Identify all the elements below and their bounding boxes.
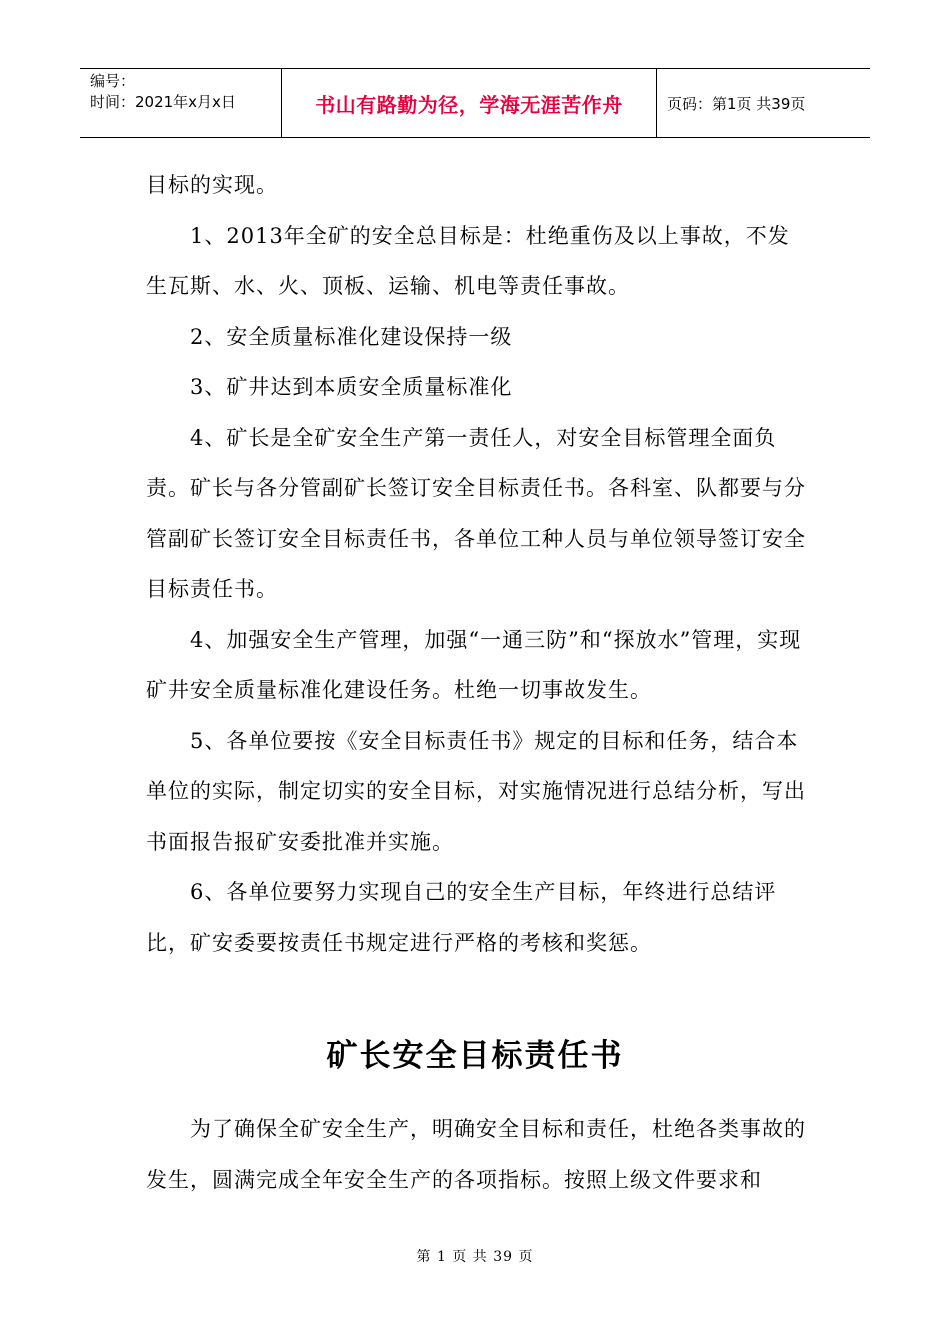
intro-paragraph: 为了确保全矿安全生产，明确安全目标和责任，杜绝各类事故的发生，圆满完成全年安全生产的各项指标。按照上级文件要求和 xyxy=(146,1117,806,1192)
paragraph-goal-4b: 4、加强安全生产管理，加强“一通三防”和“探放水”管理，实现矿井安全质量标准化建设任务。杜绝一切事故发生。 xyxy=(146,627,802,702)
document-body xyxy=(146,160,808,968)
paragraph-goal-2: 2、安全质量标准化建设保持一级 xyxy=(190,324,513,349)
header-page-info: 页码：第1页 共39页 xyxy=(667,94,806,113)
paragraph-goal-3: 3、矿井达到本质安全质量标准化 xyxy=(190,375,513,399)
header-meta xyxy=(80,69,282,137)
paragraph-goal-6: 6、各单位要努力实现自己的安全生产目标，年终进行总结评比，矿安委要按责任书规定进行严格的考核和奖惩。 xyxy=(146,880,777,955)
section-body xyxy=(146,1104,808,1205)
paragraph-goal-4: 4、矿长是全矿安全生产第一责任人，对安全目标管理全面负责。矿长与各分管副矿长签订安全目标责任书。各科室、队都要与分管副矿长签订安全目标责任书，各单位工种人员与单位领导签订安全目标责任书。 xyxy=(146,425,806,601)
page-header xyxy=(80,68,870,138)
page-footer: 第 1 页 共 39 页 xyxy=(416,1249,534,1265)
document-date: 时间：2021年x月x日 xyxy=(90,93,236,111)
section-title: 矿长安全目标责任书 xyxy=(326,1038,624,1074)
header-motto: 书山有路勤为径，学海无涯苦作舟 xyxy=(282,69,657,137)
paragraph-goal-5: 5、各单位要按《安全目标责任书》规定的目标和任务，结合本单位的实际，制定切实的安全目标，对实施情况进行总结分析，写出书面报告报矿安委批准并实施。 xyxy=(146,728,806,854)
paragraph-continuation: 目标的实现。 xyxy=(146,173,278,197)
document-number-label: 编号： xyxy=(90,72,136,90)
paragraph-goal-1: 1、2013年全矿的安全总目标是：杜绝重伤及以上事故，不发生瓦斯、水、火、顶板、运输、机电等责任事故。 xyxy=(146,223,790,298)
